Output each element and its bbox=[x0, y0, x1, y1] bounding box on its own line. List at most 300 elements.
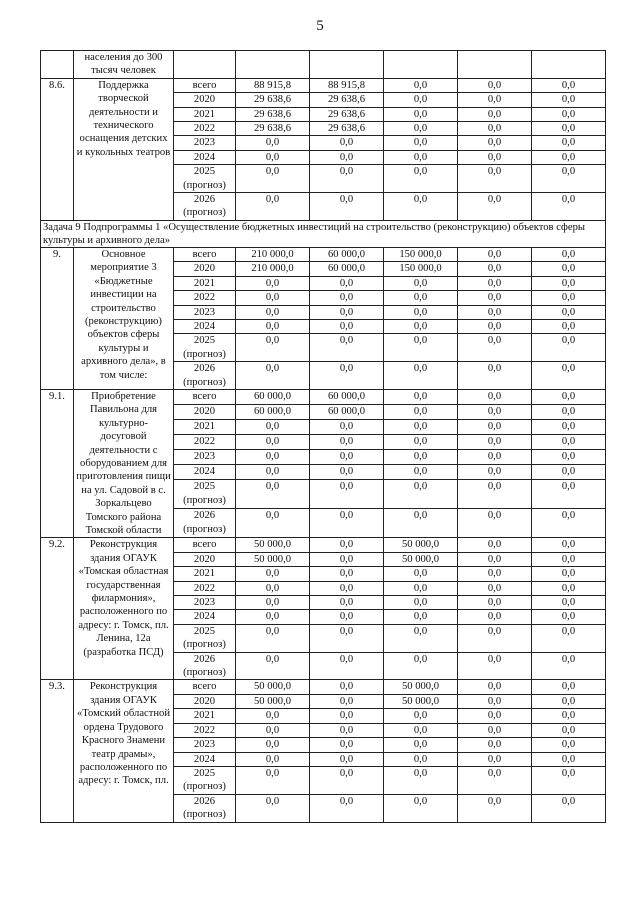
value-cell: 0,0 bbox=[532, 723, 606, 737]
value-cell: 0,0 bbox=[236, 165, 310, 193]
year-cell bbox=[174, 247, 236, 261]
value-cell: 0,0 bbox=[310, 435, 384, 450]
value-cell: 0,0 bbox=[532, 581, 606, 595]
year-cell bbox=[174, 610, 236, 624]
value-cell: 50 000,0 bbox=[236, 552, 310, 566]
year-label: 2021 bbox=[193, 108, 216, 120]
value-cell: 0,0 bbox=[310, 652, 384, 680]
value-cell: 0,0 bbox=[310, 276, 384, 290]
year-cell bbox=[174, 652, 236, 680]
value-cell: 60 000,0 bbox=[310, 404, 384, 419]
year-label: 2020 bbox=[193, 94, 216, 106]
value-cell: 0,0 bbox=[384, 291, 458, 305]
value-cell: 0,0 bbox=[310, 334, 384, 362]
value-cell: 0,0 bbox=[310, 420, 384, 435]
value-cell: 0,0 bbox=[458, 435, 532, 450]
value-cell: 0,0 bbox=[236, 193, 310, 221]
value-cell: 60 000,0 bbox=[310, 247, 384, 261]
value-cell: 0,0 bbox=[236, 465, 310, 480]
value-cell: 0,0 bbox=[458, 247, 532, 261]
table-row bbox=[41, 78, 606, 92]
value-cell: 0,0 bbox=[532, 752, 606, 766]
value-cell: 0,0 bbox=[532, 794, 606, 822]
year-label: всего bbox=[192, 79, 217, 91]
year-label: 2025 bbox=[193, 335, 216, 347]
value-cell: 0,0 bbox=[532, 738, 606, 752]
year-label: 2023 bbox=[193, 137, 216, 149]
year-label: 2026 bbox=[193, 510, 216, 522]
year-label: 2022 bbox=[193, 292, 216, 304]
value-cell: 0,0 bbox=[310, 291, 384, 305]
table-row bbox=[41, 247, 606, 261]
value-cell: 29 638,6 bbox=[310, 107, 384, 121]
year-cell bbox=[174, 794, 236, 822]
value-cell: 0,0 bbox=[532, 610, 606, 624]
value-cell: 0,0 bbox=[532, 78, 606, 92]
value-cell: 0,0 bbox=[458, 93, 532, 107]
value-cell: 60 000,0 bbox=[236, 389, 310, 404]
value-cell: 0,0 bbox=[532, 435, 606, 450]
value-cell: 0,0 bbox=[236, 652, 310, 680]
value-cell: 50 000,0 bbox=[384, 694, 458, 708]
value-cell: 0,0 bbox=[384, 624, 458, 652]
value-cell: 0,0 bbox=[532, 538, 606, 552]
year-label: 2025 bbox=[193, 767, 216, 779]
value-cell: 0,0 bbox=[384, 136, 458, 150]
year-label: всего bbox=[192, 248, 217, 260]
page-number: 5 bbox=[316, 18, 324, 34]
value-cell: 0,0 bbox=[236, 581, 310, 595]
value-cell: 0,0 bbox=[458, 404, 532, 419]
year-label: 2023 bbox=[193, 451, 216, 463]
year-cell bbox=[174, 509, 236, 538]
year-cell bbox=[174, 305, 236, 319]
value-cell: 0,0 bbox=[532, 420, 606, 435]
value-cell: 29 638,6 bbox=[236, 107, 310, 121]
year-cell bbox=[174, 738, 236, 752]
year-label: 2021 bbox=[193, 710, 216, 722]
value-cell: 0,0 bbox=[458, 122, 532, 136]
value-cell: 0,0 bbox=[384, 362, 458, 390]
value-cell: 0,0 bbox=[458, 766, 532, 794]
year-cell bbox=[174, 465, 236, 480]
year-cell bbox=[174, 193, 236, 221]
value-cell: 0,0 bbox=[384, 122, 458, 136]
value-cell: 0,0 bbox=[310, 794, 384, 822]
value-cell: 0,0 bbox=[458, 107, 532, 121]
value-cell: 0,0 bbox=[384, 610, 458, 624]
year-cell bbox=[174, 567, 236, 581]
year-label: 2023 bbox=[193, 739, 216, 751]
value-cell: 0,0 bbox=[384, 107, 458, 121]
value-cell: 0,0 bbox=[236, 723, 310, 737]
value-cell: 0,0 bbox=[458, 709, 532, 723]
year-label: 2024 bbox=[193, 151, 216, 163]
year-label: 2020 bbox=[193, 695, 216, 707]
value-cell: 50 000,0 bbox=[384, 538, 458, 552]
year-label: 2025 bbox=[193, 166, 216, 178]
year-label: 2026 bbox=[193, 795, 216, 807]
year-label: всего bbox=[192, 681, 217, 693]
value-cell: 0,0 bbox=[532, 694, 606, 708]
value-cell: 0,0 bbox=[384, 389, 458, 404]
activity-name: Основное мероприятие 3 «Бюджетные инвестиции на строительство (реконструкцию) объектов сферы культуры и архивного дела», в том числе: bbox=[74, 247, 174, 389]
value-cell: 0,0 bbox=[384, 305, 458, 319]
year-cell bbox=[174, 389, 236, 404]
value-cell: 0,0 bbox=[458, 319, 532, 333]
value-cell: 0,0 bbox=[458, 624, 532, 652]
year-label: 2022 bbox=[193, 582, 216, 594]
value-cell: 0,0 bbox=[458, 652, 532, 680]
activity-name: Реконструкция здания ОГАУК «Томская областная государственная филармония», расположенного по адресу: г. Томск, пл. Ленина, 12а (разработка ПСД) bbox=[74, 538, 174, 680]
year-label: 2022 bbox=[193, 724, 216, 736]
value-cell: 0,0 bbox=[236, 276, 310, 290]
value-cell: 0,0 bbox=[236, 752, 310, 766]
value-cell: 0,0 bbox=[236, 305, 310, 319]
value-cell: 0,0 bbox=[458, 362, 532, 390]
value-cell: 0,0 bbox=[236, 450, 310, 465]
year-label: 2020 bbox=[193, 263, 216, 275]
value-cell: 0,0 bbox=[310, 752, 384, 766]
value-cell: 0,0 bbox=[532, 567, 606, 581]
value-cell: 0,0 bbox=[458, 752, 532, 766]
year-label: 2024 bbox=[193, 611, 216, 623]
value-cell: 0,0 bbox=[458, 450, 532, 465]
year-cell bbox=[174, 694, 236, 708]
value-cell: 0,0 bbox=[310, 165, 384, 193]
value-cell: 0,0 bbox=[310, 766, 384, 794]
forecast-label: (прогноз) bbox=[183, 179, 226, 191]
year-cell bbox=[174, 581, 236, 595]
value-cell: 0,0 bbox=[532, 136, 606, 150]
year-cell bbox=[174, 122, 236, 136]
year-label: 2026 bbox=[193, 194, 216, 206]
value-cell: 0,0 bbox=[384, 480, 458, 509]
value-cell: 0,0 bbox=[458, 680, 532, 694]
task-header-row bbox=[41, 220, 606, 247]
year-cell bbox=[174, 404, 236, 419]
year-cell bbox=[174, 276, 236, 290]
value-cell: 0,0 bbox=[236, 136, 310, 150]
value-cell: 0,0 bbox=[236, 150, 310, 164]
year-cell bbox=[174, 319, 236, 333]
year-label: 2024 bbox=[193, 753, 216, 765]
value-cell: 0,0 bbox=[310, 509, 384, 538]
table-row bbox=[41, 538, 606, 552]
value-cell: 0,0 bbox=[384, 794, 458, 822]
forecast-label: (прогноз) bbox=[183, 809, 226, 821]
value-cell: 29 638,6 bbox=[310, 93, 384, 107]
value-cell: 0,0 bbox=[532, 362, 606, 390]
value-cell: 0,0 bbox=[458, 136, 532, 150]
value-cell: 0,0 bbox=[458, 193, 532, 221]
year-label: 2025 bbox=[193, 481, 216, 493]
value-cell: 0,0 bbox=[532, 450, 606, 465]
value-cell: 0,0 bbox=[458, 276, 532, 290]
forecast-label: (прогноз) bbox=[183, 207, 226, 219]
value-cell: 0,0 bbox=[310, 136, 384, 150]
table-row bbox=[41, 51, 606, 79]
value-cell: 0,0 bbox=[384, 319, 458, 333]
value-cell: 0,0 bbox=[532, 150, 606, 164]
value-cell: 0,0 bbox=[532, 652, 606, 680]
year-label: всего bbox=[192, 539, 217, 551]
year-label: 2026 bbox=[193, 363, 216, 375]
value-cell: 0,0 bbox=[458, 723, 532, 737]
year-cell bbox=[174, 93, 236, 107]
value-cell: 0,0 bbox=[532, 334, 606, 362]
value-cell: 0,0 bbox=[236, 567, 310, 581]
year-cell bbox=[174, 480, 236, 509]
forecast-label: (прогноз) bbox=[183, 376, 226, 388]
num-cell bbox=[41, 51, 74, 79]
year-label: 2022 bbox=[193, 123, 216, 135]
year-cell bbox=[174, 150, 236, 164]
year-cell bbox=[174, 435, 236, 450]
value-cell: 0,0 bbox=[236, 362, 310, 390]
value-cell: 0,0 bbox=[384, 404, 458, 419]
value-cell: 0,0 bbox=[458, 538, 532, 552]
value-cell: 0,0 bbox=[458, 262, 532, 276]
value-cell: 60 000,0 bbox=[236, 404, 310, 419]
value-cell: 150 000,0 bbox=[384, 262, 458, 276]
value-cell: 0,0 bbox=[458, 581, 532, 595]
value-cell: 0,0 bbox=[384, 193, 458, 221]
value-cell: 0,0 bbox=[236, 766, 310, 794]
value-cell: 0,0 bbox=[532, 596, 606, 610]
value-cell: 0,0 bbox=[458, 509, 532, 538]
value-cell: 60 000,0 bbox=[310, 389, 384, 404]
value-cell: 0,0 bbox=[384, 420, 458, 435]
value-cell: 0,0 bbox=[236, 480, 310, 509]
value-cell: 0,0 bbox=[236, 596, 310, 610]
value-cell: 0,0 bbox=[236, 334, 310, 362]
value-cell: 0,0 bbox=[236, 610, 310, 624]
forecast-label: (прогноз) bbox=[183, 639, 226, 651]
value-cell: 0,0 bbox=[310, 480, 384, 509]
value-cell: 88 915,8 bbox=[310, 78, 384, 92]
value-cell: 0,0 bbox=[236, 291, 310, 305]
value-cell: 0,0 bbox=[384, 509, 458, 538]
value-cell: 0,0 bbox=[310, 581, 384, 595]
table-row bbox=[41, 389, 606, 404]
value-cell: 0,0 bbox=[532, 193, 606, 221]
value-cell: 0,0 bbox=[236, 435, 310, 450]
value-cell: 0,0 bbox=[532, 480, 606, 509]
value-cell: 0,0 bbox=[458, 334, 532, 362]
activity-name: Приобретение Павильона для культурно-досуговой деятельности с оборудованием для приготовления пищи на ул. Садовой в с. Зоркальцево Томского района Томской области bbox=[74, 389, 174, 537]
value-cell: 0,0 bbox=[532, 305, 606, 319]
year-label: 2021 bbox=[193, 568, 216, 580]
value-cell: 50 000,0 bbox=[236, 680, 310, 694]
year-label: 2020 bbox=[193, 405, 216, 417]
value-cell: 0,0 bbox=[310, 694, 384, 708]
value-cell: 0,0 bbox=[458, 480, 532, 509]
value-cell: 0,0 bbox=[236, 319, 310, 333]
value-cell: 0,0 bbox=[236, 624, 310, 652]
value-cell: 88 915,8 bbox=[236, 78, 310, 92]
value-cell: 0,0 bbox=[532, 465, 606, 480]
year-cell bbox=[174, 78, 236, 92]
value-cell: 50 000,0 bbox=[384, 552, 458, 566]
year-cell bbox=[174, 136, 236, 150]
activity-name: Реконструкция здания ОГАУК «Томский областной ордена Трудового Красного Знамени театр драмы», расположенного по адресу: г. Томск, пл. bbox=[74, 680, 174, 822]
value-cell: 50 000,0 bbox=[236, 538, 310, 552]
value-cell: 0,0 bbox=[532, 509, 606, 538]
year-cell bbox=[174, 766, 236, 794]
value-cell: 0,0 bbox=[532, 262, 606, 276]
value-cell: 0,0 bbox=[532, 404, 606, 419]
value-cell: 60 000,0 bbox=[310, 262, 384, 276]
value-cell: 0,0 bbox=[532, 319, 606, 333]
value-cell: 0,0 bbox=[310, 193, 384, 221]
value-cell: 150 000,0 bbox=[384, 247, 458, 261]
value-cell: 0,0 bbox=[532, 680, 606, 694]
value-cell: 0,0 bbox=[310, 723, 384, 737]
value-cell: 0,0 bbox=[458, 465, 532, 480]
value-cell: 0,0 bbox=[236, 738, 310, 752]
year-cell bbox=[174, 680, 236, 694]
value-cell: 0,0 bbox=[384, 465, 458, 480]
forecast-label: (прогноз) bbox=[183, 781, 226, 793]
value-cell: 0,0 bbox=[458, 305, 532, 319]
forecast-label: (прогноз) bbox=[183, 523, 226, 535]
value-cell: 0,0 bbox=[310, 567, 384, 581]
year-cell bbox=[174, 624, 236, 652]
value-cell: 0,0 bbox=[384, 709, 458, 723]
value-cell: 0,0 bbox=[384, 450, 458, 465]
value-cell: 0,0 bbox=[458, 389, 532, 404]
value-cell: 0,0 bbox=[384, 150, 458, 164]
year-cell bbox=[174, 538, 236, 552]
value-cell: 0,0 bbox=[458, 738, 532, 752]
value-cell: 0,0 bbox=[532, 624, 606, 652]
value-cell: 29 638,6 bbox=[236, 93, 310, 107]
activity-name-cell: населения до 300 тысяч человек bbox=[74, 51, 174, 79]
task-header: Задача 9 Подпрограммы 1 «Осуществление бюджетных инвестиций на строительство (реконструкцию) объектов сферы культуры и архивного дела» bbox=[41, 220, 606, 247]
year-cell bbox=[174, 723, 236, 737]
year-label: 2024 bbox=[193, 320, 216, 332]
year-label: всего bbox=[192, 390, 217, 402]
value-cell: 0,0 bbox=[458, 78, 532, 92]
value-cell: 0,0 bbox=[310, 552, 384, 566]
value-cell: 0,0 bbox=[236, 794, 310, 822]
year-label: 2023 bbox=[193, 306, 216, 318]
value-cell: 0,0 bbox=[532, 766, 606, 794]
year-cell bbox=[174, 450, 236, 465]
value-cell: 0,0 bbox=[236, 509, 310, 538]
forecast-label: (прогноз) bbox=[183, 494, 226, 506]
value-cell: 0,0 bbox=[532, 247, 606, 261]
value-cell: 0,0 bbox=[310, 610, 384, 624]
year-cell bbox=[174, 362, 236, 390]
value-cell: 0,0 bbox=[310, 465, 384, 480]
value-cell: 50 000,0 bbox=[384, 680, 458, 694]
value-cell: 0,0 bbox=[458, 610, 532, 624]
value-cell: 210 000,0 bbox=[236, 262, 310, 276]
value-cell: 0,0 bbox=[532, 552, 606, 566]
year-cell bbox=[174, 165, 236, 193]
budget-table bbox=[40, 50, 606, 823]
row-number: 8.6. bbox=[41, 78, 74, 220]
value-cell: 0,0 bbox=[384, 596, 458, 610]
year-label: 2021 bbox=[193, 277, 216, 289]
value-cell: 0,0 bbox=[310, 596, 384, 610]
value-cell: 0,0 bbox=[310, 709, 384, 723]
value-cell: 0,0 bbox=[384, 738, 458, 752]
value-cell: 0,0 bbox=[384, 567, 458, 581]
row-number: 9.1. bbox=[41, 389, 74, 537]
row-number: 9.3. bbox=[41, 680, 74, 822]
value-cell: 0,0 bbox=[310, 319, 384, 333]
table-row bbox=[41, 680, 606, 694]
value-cell: 29 638,6 bbox=[310, 122, 384, 136]
activity-name: Поддержка творческой деятельности и технического оснащения детских и кукольных театров bbox=[74, 78, 174, 220]
year-cell bbox=[174, 291, 236, 305]
year-cell bbox=[174, 262, 236, 276]
value-cell: 0,0 bbox=[310, 150, 384, 164]
value-cell: 0,0 bbox=[384, 93, 458, 107]
value-cell: 0,0 bbox=[458, 596, 532, 610]
value-cell: 0,0 bbox=[458, 291, 532, 305]
value-cell: 0,0 bbox=[384, 652, 458, 680]
year-cell bbox=[174, 596, 236, 610]
value-cell: 0,0 bbox=[310, 624, 384, 652]
year-label: 2023 bbox=[193, 597, 216, 609]
year-label: 2022 bbox=[193, 436, 216, 448]
year-cell bbox=[174, 107, 236, 121]
year-cell bbox=[174, 334, 236, 362]
value-cell: 29 638,6 bbox=[236, 122, 310, 136]
value-cell: 0,0 bbox=[310, 450, 384, 465]
value-cell: 0,0 bbox=[458, 150, 532, 164]
value-cell: 0,0 bbox=[236, 709, 310, 723]
value-cell: 0,0 bbox=[310, 680, 384, 694]
value-cell: 50 000,0 bbox=[236, 694, 310, 708]
value-cell: 0,0 bbox=[532, 107, 606, 121]
value-cell: 0,0 bbox=[532, 276, 606, 290]
value-cell: 0,0 bbox=[310, 538, 384, 552]
row-number: 9. bbox=[41, 247, 74, 389]
value-cell: 0,0 bbox=[458, 552, 532, 566]
value-cell: 0,0 bbox=[384, 165, 458, 193]
year-label: 2024 bbox=[193, 466, 216, 478]
value-cell: 0,0 bbox=[384, 435, 458, 450]
value-cell: 0,0 bbox=[532, 122, 606, 136]
year-label: 2021 bbox=[193, 421, 216, 433]
year-cell bbox=[174, 752, 236, 766]
value-cell: 0,0 bbox=[532, 291, 606, 305]
value-cell: 0,0 bbox=[236, 420, 310, 435]
value-cell: 0,0 bbox=[384, 581, 458, 595]
value-cell: 0,0 bbox=[384, 766, 458, 794]
value-cell: 0,0 bbox=[532, 389, 606, 404]
year-cell bbox=[174, 709, 236, 723]
value-cell: 0,0 bbox=[310, 305, 384, 319]
row-number: 9.2. bbox=[41, 538, 74, 680]
value-cell: 0,0 bbox=[384, 334, 458, 362]
value-cell: 0,0 bbox=[384, 276, 458, 290]
year-cell bbox=[174, 552, 236, 566]
value-cell: 0,0 bbox=[458, 694, 532, 708]
value-cell: 0,0 bbox=[458, 165, 532, 193]
value-cell: 0,0 bbox=[532, 709, 606, 723]
value-cell: 0,0 bbox=[458, 794, 532, 822]
value-cell: 0,0 bbox=[458, 567, 532, 581]
value-cell: 0,0 bbox=[384, 723, 458, 737]
value-cell: 0,0 bbox=[310, 738, 384, 752]
year-cell bbox=[174, 420, 236, 435]
